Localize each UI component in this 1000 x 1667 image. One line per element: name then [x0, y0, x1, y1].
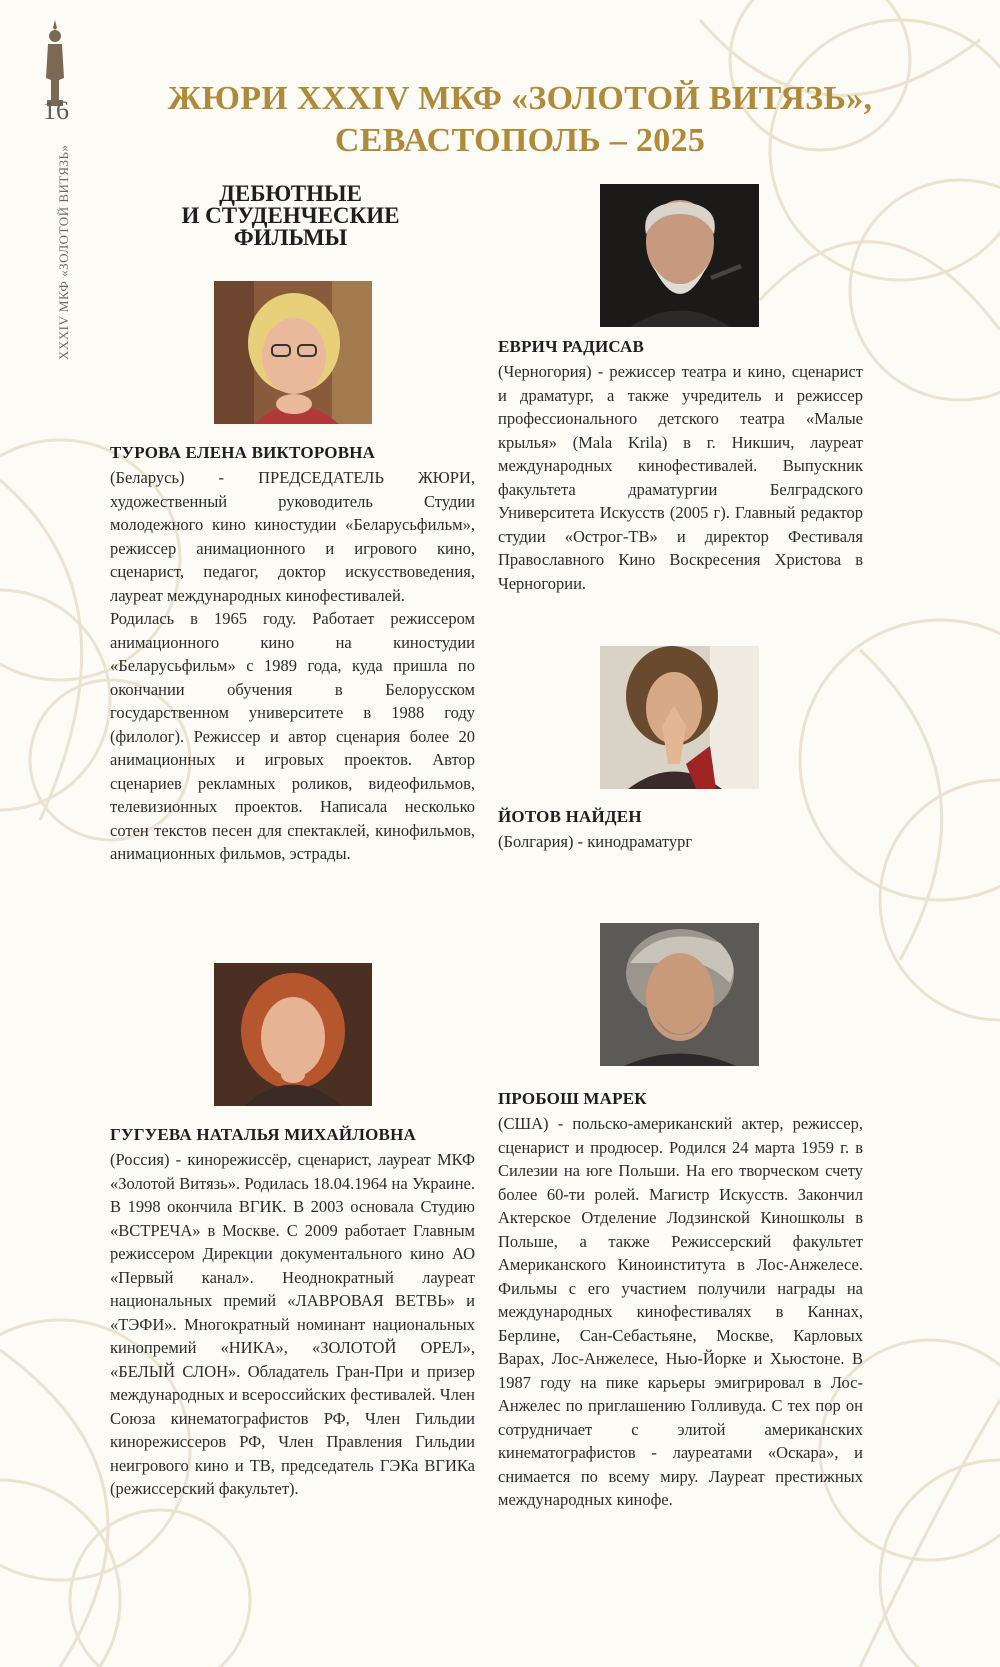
member-name: ТУРОВА ЕЛЕНА ВИКТОРОВНА: [110, 443, 376, 462]
photo-jevric: [600, 184, 759, 327]
photo-yotov: [600, 646, 759, 789]
member-bio: (Беларусь) - ПРЕДСЕДАТЕЛЬ ЖЮРИ, художественный руководитель Студии молодежного кино киностудии «Беларусьфильм», режиссер анимационного и игрового кино, сценарист, педагог, доктор искусствоведения, лауреат международных кинофестивалей.: [110, 468, 475, 605]
member-entry-probosz: [498, 1088, 863, 1512]
member-name: ГУГУЕВА НАТАЛЬЯ МИХАЙЛОВНА: [110, 1125, 416, 1144]
photo-turova: [214, 281, 372, 424]
member-name: ЕВРИЧ РАДИСАВ: [498, 337, 645, 356]
member-entry-guguyeva: [110, 1124, 475, 1501]
section-heading: [108, 183, 473, 249]
section-heading-line-3: ФИЛЬМЫ: [233, 225, 348, 250]
page-number: 16: [43, 96, 69, 125]
page-title-line-2: СЕВАСТОПОЛЬ – 2025: [334, 122, 706, 159]
member-bio: (Россия) - кинорежиссёр, сценарист, лауреат МКФ «Золотой Витязь». Родилась 18.04.1964 на Украине. В 1998 окончила ВГИК. В 2003 основала Студию «ВСТРЕЧА» в Москве. С 2009 работает Главным режиссером Дирекции документального кино АО «Первый канал». Неоднократный лауреат национальных премий «ЛАВРОВАЯ ВЕТВЬ» и «ТЭФИ». Многократный номинант национальных кинопремий «НИКА», «ЗОЛОТОЙ ОРЕЛ», «БЕЛЫЙ СЛОН». Обладатель Гран-При и призер международных и всероссийских фестивалей. Член Союза кинематографистов РФ, Член Гильдии кинорежиссеров РФ, Член Правления Гильдии неигрового кино и ТВ, председатель ГЭКа ВГИКа (режиссерский факультет).: [110, 1150, 475, 1498]
member-bio: (США) - польско-американский актер, режиссер, сценарист и продюсер. Родился 24 марта 1959 г. в Силезии на юге Польши. На его творческом счету более 60-ти ролей. Магистр Искусств. Закончил Актерское Отделение Лодзинской Киношколы в Польше, а также Режиссерский факультет Американского Киноинститута в Лос-Анжелесе. Фильмы с его участием получили награды на международных кинофестивалях в Каннах, Берлине, Сан-Себастьяне, Москве, Карловых Варах, Лос-Анжелесе, Нью-Йорке и Хьюстоне. В 1987 году на пике карьеры эмигрировал в Лос-Анжелес по приглашению Голливуда. С тех пор он сотрудничает с элитой американских кинематографистов - лауреатами «Оскара», и снимается по всему миру. Лауреат престижных международных кинофе.: [498, 1114, 863, 1509]
member-entry-yotov: [498, 806, 863, 854]
page-title-line-1: ЖЮРИ XXXIV МКФ «ЗОЛОТОЙ ВИТЯЗЬ»,: [167, 80, 873, 117]
photo-probosz: [600, 923, 759, 1066]
photo-guguyeva: [214, 963, 372, 1106]
member-name: ПРОБОШ МАРЕК: [498, 1089, 647, 1108]
member-entry-jevric: [498, 336, 863, 595]
member-bio-continued: Родилась в 1965 году. Работает режиссером анимационного кино на киностудии «Беларусьфильм» с 1989 года, куда пришла по окончании обучения в Белорусском государственном университете в 1988 году (филолог). Режиссер и автор сценария более 20 анимационных и игровых проектов. Автор сценариев рекламных роликов, видеофильмов, телевизионных проектов. Написала несколько сотен текстов песен для спектаклей, кинофильмов, анимационных фильмов, эстрады.: [110, 609, 475, 863]
member-bio: (Черногория) - режиссер театра и кино, сценарист и драматург, а также учредитель и режиссер профессионального детского театра «Малые крылья» (Mala Krila) в г. Никшич, лауреат международных кинофестивалей. Выпускник факультета драматургии Белградского Университета Искусств (2005 г). Главный редактор студии «Острог-ТВ» и директор Фестиваля Православного Кино Воскресения Христова в Черногории.: [498, 362, 863, 593]
section-heading-line-1: ДЕБЮТНЫЕ: [219, 181, 362, 206]
running-head: XXXIV МКФ «ЗОЛОТОЙ ВИТЯЗЬ»: [56, 144, 71, 360]
page-title: [120, 78, 920, 162]
section-heading-line-2: И СТУДЕНЧЕСКИЕ: [181, 203, 400, 228]
member-name: ЙОТОВ НАЙДЕН: [498, 807, 642, 826]
member-entry-turova: [110, 442, 475, 866]
member-bio: (Болгария) - кинодраматург: [498, 832, 693, 851]
